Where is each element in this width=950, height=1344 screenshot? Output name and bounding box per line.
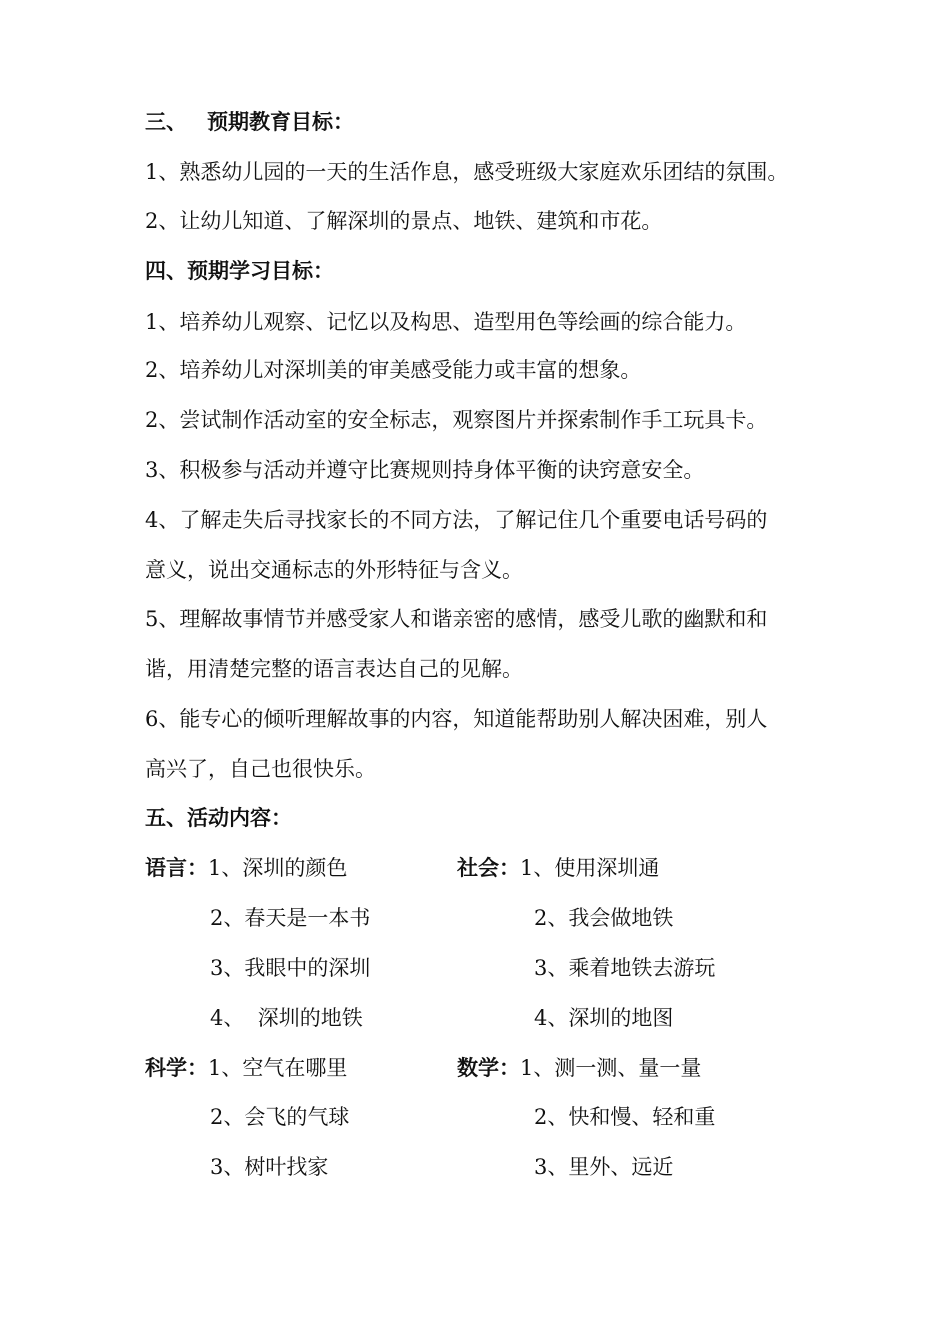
math-first-row: [457, 1055, 701, 1081]
science-label: 科学：: [145, 1056, 208, 1080]
society-item-1: 1、使用深圳通: [520, 856, 660, 880]
math-item-2: 2、快和慢、轻和重: [534, 1105, 716, 1129]
section-4-line-9: 6、能专心的倾听理解故事的内容，知道能帮助别人解决困难，别人: [145, 707, 768, 731]
society-item-4: 4、深圳的地图: [534, 1006, 674, 1030]
section-4-heading: 四、预期学习目标：: [145, 259, 334, 283]
section-4-line-10: 高兴了，自己也很快乐。: [145, 757, 376, 781]
section-3-number: 三、: [145, 110, 187, 134]
math-item-1: 1、测一测、量一量: [520, 1056, 702, 1080]
section-4-line-7: 5、理解故事情节并感受家人和谐亲密的感情，感受儿歌的幽默和和: [145, 607, 768, 631]
math-item-3: 3、里外、远近: [534, 1155, 674, 1179]
section-3-heading: [145, 109, 354, 135]
society-first-row: [457, 855, 659, 881]
section-4-line-5: 4、了解走失后寻找家长的不同方法，了解记住几个重要电话号码的: [145, 508, 768, 532]
section-3-item-2: 2、让幼儿知道、了解深圳的景点、地铁、建筑和市花。: [145, 209, 663, 233]
science-item-1: 1、空气在哪里: [208, 1056, 348, 1080]
section-5-heading: 五、活动内容：: [145, 806, 292, 830]
language-label: 语言：: [145, 856, 208, 880]
section-4-line-4: 3、积极参与活动并遵守比赛规则持身体平衡的诀窍意安全。: [145, 458, 705, 482]
section-4-line-8: 谐，用清楚完整的语言表达自己的见解。: [145, 657, 523, 681]
section-4-line-3: 2、尝试制作活动室的安全标志，观察图片并探索制作手工玩具卡。: [145, 408, 768, 432]
science-first-row: [145, 1055, 347, 1081]
language-item-2: 2、春天是一本书: [210, 906, 371, 930]
society-label: 社会：: [457, 856, 520, 880]
math-label: 数学：: [457, 1056, 520, 1080]
section-3-item-1: 1、熟悉幼儿园的一天的生活作息，感受班级大家庭欢乐团结的氛围。: [145, 160, 789, 184]
language-first-row: [145, 855, 347, 881]
language-item-4: 4、 深圳的地铁: [210, 1006, 363, 1030]
science-item-2: 2、会飞的气球: [210, 1105, 350, 1129]
section-4-line-1: 1、培养幼儿观察、记忆以及构思、造型用色等绘画的综合能力。: [145, 310, 747, 334]
section-3-title: 预期教育目标：: [207, 110, 354, 134]
language-item-1: 1、深圳的颜色: [208, 856, 348, 880]
society-item-3: 3、乘着地铁去游玩: [534, 956, 716, 980]
section-4-line-6: 意义，说出交通标志的外形特征与含义。: [145, 558, 523, 582]
society-item-2: 2、我会做地铁: [534, 906, 674, 930]
section-4-line-2: 2、培养幼儿对深圳美的审美感受能力或丰富的想象。: [145, 358, 642, 382]
language-item-3: 3、我眼中的深圳: [210, 956, 371, 980]
science-item-3: 3、树叶找家: [210, 1155, 329, 1179]
